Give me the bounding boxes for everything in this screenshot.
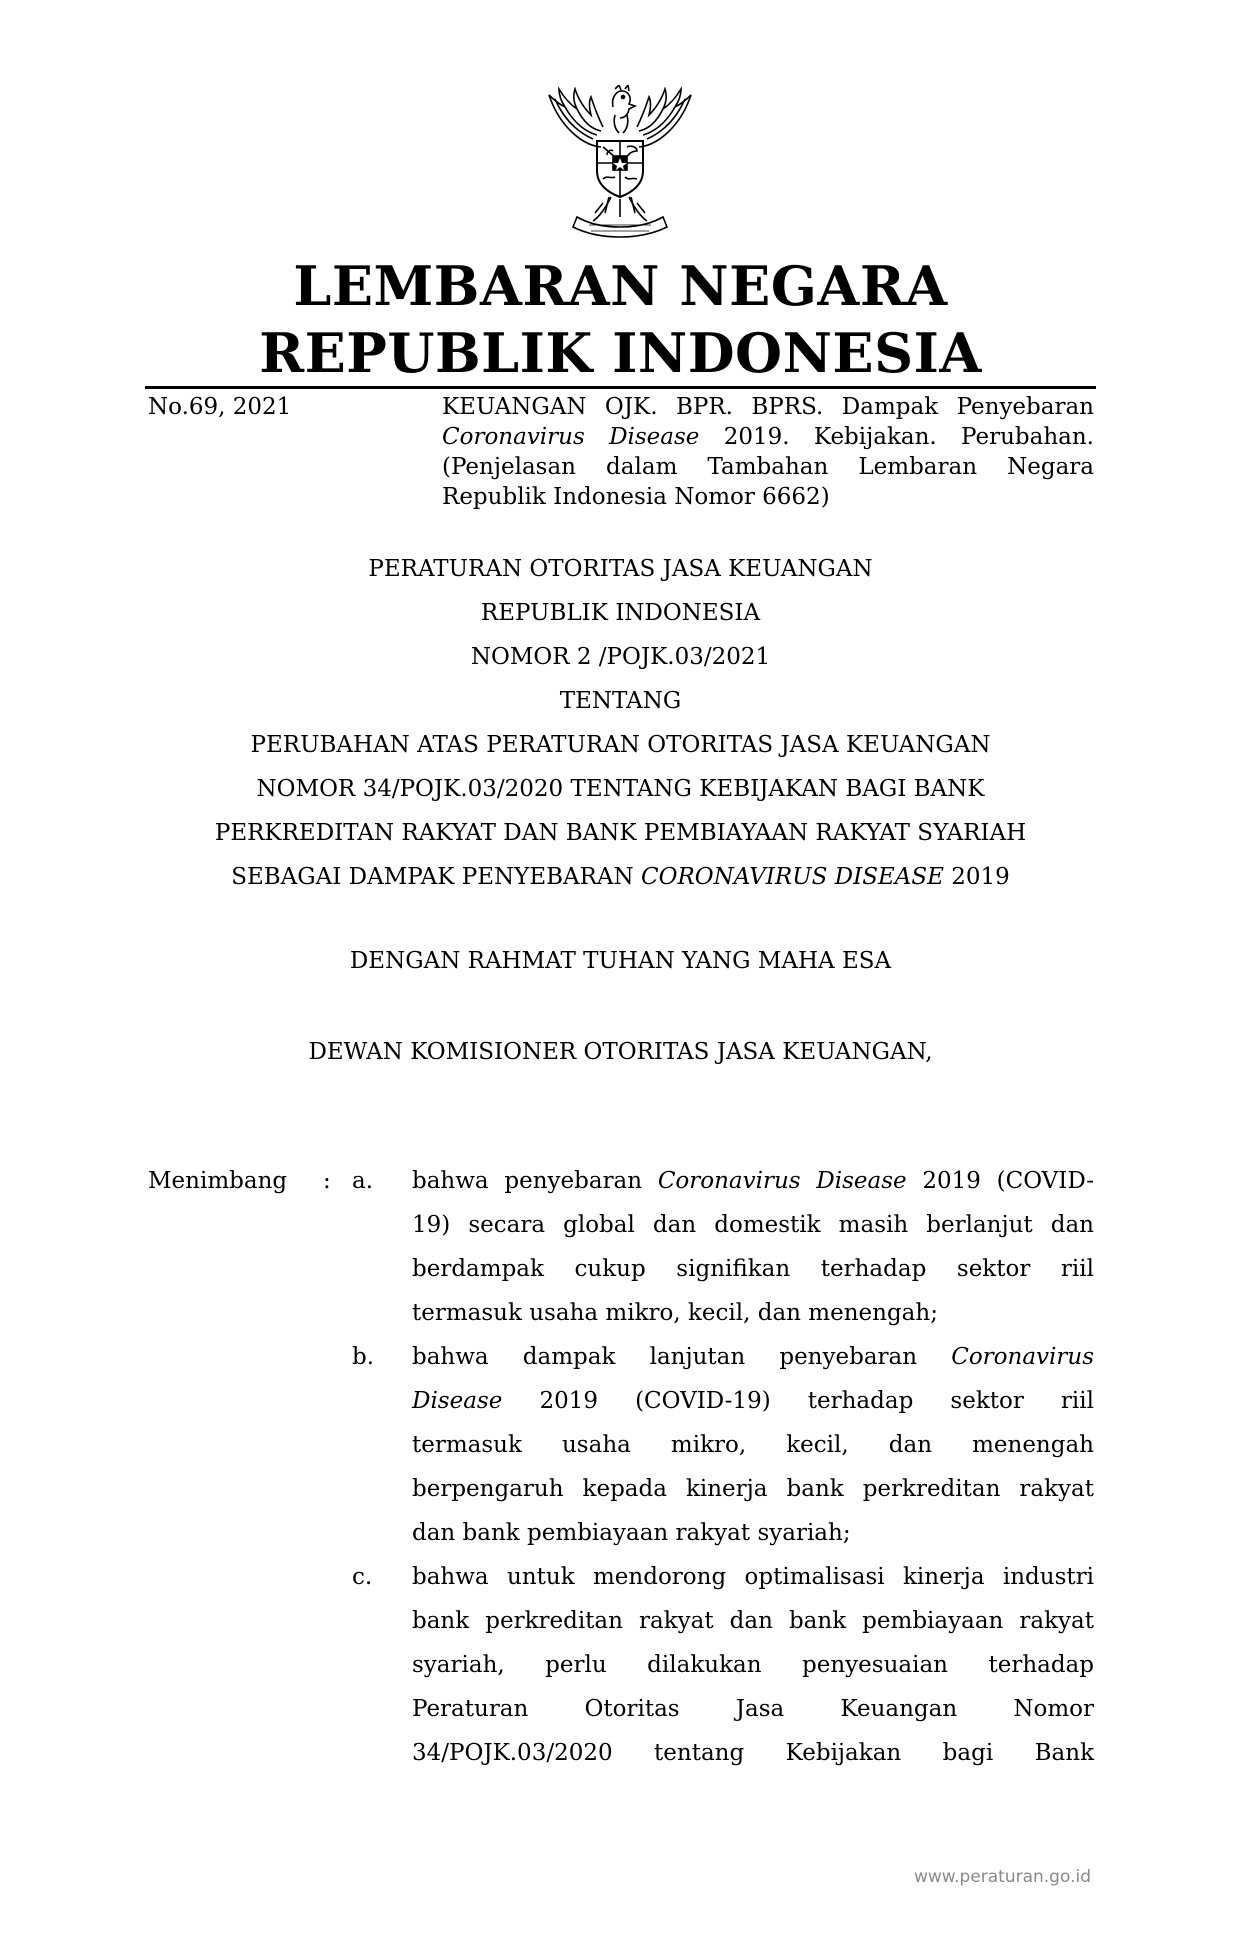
regulation-line: PERUBAHAN ATAS PERATURAN OTORITAS JASA KEUANGAN <box>250 732 991 758</box>
item-letter: a. <box>352 1168 374 1194</box>
subject-line: (Penjelasan dalam Tambahan Lembaran Negara <box>442 454 1094 480</box>
item-line: bahwa penyebaran Coronavirus Disease 2019 (COVID- <box>412 1168 1094 1194</box>
council-name: DEWAN KOMISIONER OTORITAS JASA KEUANGAN, <box>308 1039 933 1065</box>
item-line: bahwa untuk mendorong optimalisasi kinerja industri <box>412 1564 1094 1590</box>
subject-line: Republik Indonesia Nomor 6662) <box>442 484 830 510</box>
item-letter: c. <box>352 1564 373 1590</box>
item-line: bank perkreditan rakyat dan bank pembiayaan rakyat <box>412 1608 1094 1634</box>
item-letter: b. <box>352 1344 375 1370</box>
item-line: termasuk usaha mikro, kecil, dan menengah; <box>412 1300 938 1326</box>
item-line: Disease 2019 (COVID-19) terhadap sektor riil <box>412 1388 1094 1414</box>
item-line: berdampak cukup signifikan terhadap sektor riil <box>412 1256 1094 1282</box>
gazette-number: No.69, 2021 <box>148 394 292 420</box>
regulation-number: NOMOR 2 /POJK.03/2021 <box>470 644 771 670</box>
regulation-line: REPUBLIK INDONESIA <box>480 600 761 626</box>
regulation-heading <box>145 547 1096 899</box>
regulation-line: NOMOR 34/POJK.03/2020 TENTANG KEBIJAKAN BAGI BANK <box>256 776 985 802</box>
regulation-line: TENTANG <box>559 688 682 714</box>
item-line: 19) secara global dan domestik masih berlanjut dan <box>412 1212 1094 1238</box>
basmalah: DENGAN RAHMAT TUHAN YANG MAHA ESA <box>349 948 892 974</box>
subject-line: KEUANGAN OJK. BPR. BPRS. Dampak Penyebaran <box>442 394 1094 420</box>
item-line: Peraturan Otoritas Jasa Keuangan Nomor <box>412 1696 1094 1722</box>
website-footer: www.peraturan.go.id <box>913 1867 1091 1887</box>
considering-label: Menimbang <box>148 1168 288 1194</box>
item-line: 34/POJK.03/2020 tentang Kebijakan bagi Bank <box>412 1740 1094 1766</box>
considering-item-c <box>412 1555 1094 1775</box>
item-line: termasuk usaha mikro, kecil, dan menengah <box>412 1432 1094 1458</box>
gazette-title-line1: LEMBARAN NEGARA <box>293 254 948 318</box>
gazette-title-line2: REPUBLIK INDONESIA <box>259 321 982 385</box>
regulation-line: PERKREDITAN RAKYAT DAN BANK PEMBIAYAAN RAKYAT SYARIAH <box>214 820 1027 846</box>
regulation-line: SEBAGAI DAMPAK PENYEBARAN CORONAVIRUS DISEASE 2019 <box>231 864 1010 890</box>
considering-item-a <box>412 1159 1094 1335</box>
considering-colon: : <box>323 1168 331 1194</box>
garuda-emblem-icon <box>531 85 709 243</box>
item-line: bahwa dampak lanjutan penyebaran Coronavirus <box>412 1344 1094 1370</box>
gazette-subject <box>442 392 1094 512</box>
considering-item-b <box>412 1335 1094 1555</box>
item-line: berpengaruh kepada kinerja bank perkreditan rakyat <box>412 1476 1094 1502</box>
regulation-line: PERATURAN OTORITAS JASA KEUANGAN <box>368 556 873 582</box>
item-line: syariah, perlu dilakukan penyesuaian terhadap <box>412 1652 1094 1678</box>
item-line: dan bank pembiayaan rakyat syariah; <box>412 1520 851 1546</box>
header-divider <box>145 386 1096 389</box>
subject-line: Coronavirus Disease 2019. Kebijakan. Perubahan. <box>442 424 1094 450</box>
